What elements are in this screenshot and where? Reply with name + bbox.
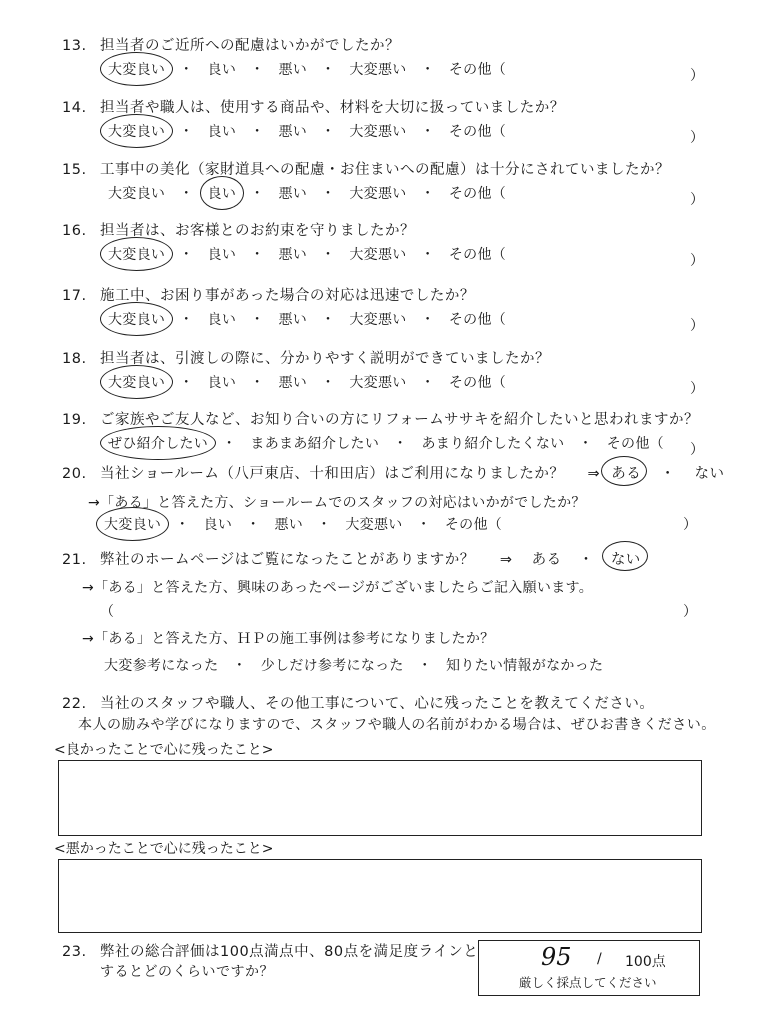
option-yes[interactable]: ある (611, 462, 641, 483)
question-text: 当社のスタッフや職人、その他工事について、心に残ったことを教えてください。 (100, 696, 655, 712)
separator: ・ (232, 658, 247, 674)
score-max: 100点 (625, 954, 666, 970)
option[interactable] (349, 59, 406, 79)
q20-subquestion: →「ある」と答えた方、ショールームでのスタッフの対応はいかがでしたか？ (88, 495, 586, 511)
question-number: 20. (62, 466, 87, 482)
close-paren: ） (690, 318, 704, 334)
separator: ・ (250, 62, 265, 78)
separator: ・ (321, 247, 336, 263)
option-label: 大変悪い (349, 186, 407, 202)
separator: ・ (420, 375, 435, 391)
score-note: 厳しく採点してください (519, 975, 657, 990)
option[interactable] (278, 309, 307, 329)
option-label: 悪い (278, 312, 308, 328)
separator: ・ (179, 312, 194, 328)
question-text: 担当者のご近所への配慮はいかがでしたか？ (100, 38, 400, 54)
question-14-options (108, 121, 506, 141)
question-18-options (108, 372, 506, 392)
option-label: 良い (207, 247, 237, 263)
separator: ・ (420, 186, 435, 202)
option[interactable] (108, 244, 165, 264)
question-number: 13. (62, 38, 87, 54)
option-label: その他（ (448, 375, 507, 391)
close-paren: ） (690, 381, 704, 397)
option-label: 良い (207, 124, 237, 140)
score-slash: / (597, 951, 602, 967)
question-16 (62, 219, 415, 240)
option-label: 大変良い (108, 312, 166, 328)
question-19 (62, 408, 699, 429)
question-13-options (108, 59, 506, 79)
option-label: あまり紹介したくない (421, 436, 565, 452)
good-label: <良かったことで心に残ったこと> (54, 742, 274, 758)
option-label: その他（ (448, 124, 507, 140)
option-label: その他（ (444, 517, 503, 533)
option[interactable] (108, 372, 165, 392)
question-text: 施工中、お困り事があった場合の対応は迅速でしたか？ (100, 288, 475, 304)
option-label: 悪い (278, 247, 308, 263)
separator: ・ (250, 312, 265, 328)
option-label: その他（ (448, 62, 507, 78)
option-label: 良い (207, 375, 237, 391)
separator: ・ (420, 124, 435, 140)
option-label: 良い (207, 186, 237, 202)
separator: ・ (179, 186, 194, 202)
option-label: 悪い (278, 186, 308, 202)
option-label: 大変悪い (349, 247, 407, 263)
option-label: 悪い (278, 62, 308, 78)
option[interactable] (208, 309, 237, 329)
option-label: 良い (203, 517, 233, 533)
option-label: 大変悪い (349, 375, 407, 391)
option[interactable] (108, 59, 165, 79)
option-label: 大変悪い (349, 62, 407, 78)
option[interactable] (449, 244, 506, 264)
question-number: 16. (62, 223, 87, 239)
question-number: 21. (62, 552, 87, 568)
close-paren: ） (690, 130, 704, 146)
separator: ・ (179, 247, 194, 263)
option-label: その他（ (606, 436, 664, 452)
option-label: その他（ (448, 312, 507, 328)
option-yes[interactable]: ある (531, 552, 562, 568)
option-label: その他（ (448, 247, 507, 263)
separator: ・ (246, 517, 261, 533)
separator: ・ (250, 186, 265, 202)
question-text: 工事中の美化（家財道具への配慮・お住まいへの配慮）は十分にされていましたか？ (100, 162, 670, 178)
option-label: まあまあ紹介したい (250, 436, 380, 452)
question-22-line2: 本人の励みや学びになりますので、スタッフや職人の名前がわかる場合は、ぜひお書きください。 (78, 717, 716, 733)
option[interactable] (345, 514, 402, 534)
option[interactable] (104, 655, 218, 675)
option-label: 大変良い (108, 247, 166, 263)
option[interactable] (108, 433, 208, 453)
option-label: 大変悪い (349, 312, 407, 328)
separator: ・ (420, 62, 435, 78)
option[interactable] (208, 121, 237, 141)
option[interactable] (449, 372, 506, 392)
question-text: 当社ショールーム（八戸東店、十和田店）はご利用になりましたか？ (100, 466, 565, 482)
q21-subquestion-2: →「ある」と答えた方、ＨＰの施工事例は参考になりましたか？ (82, 631, 495, 647)
separator: ・ (420, 247, 435, 263)
separator: ・ (321, 186, 336, 202)
option[interactable] (349, 244, 406, 264)
separator: ・ (250, 247, 265, 263)
option[interactable] (449, 183, 506, 203)
option[interactable] (108, 309, 165, 329)
option-label: 大変良い (108, 375, 166, 391)
option[interactable] (349, 309, 406, 329)
separator: ・ (179, 375, 194, 391)
separator: ・ (578, 436, 593, 452)
question-text: 担当者は、引渡しの際に、分かりやすく説明ができていましたか？ (100, 351, 550, 367)
close-paren: ） (690, 253, 704, 269)
option-label: 良い (207, 312, 237, 328)
option-no[interactable]: ない (611, 548, 641, 569)
question-15 (62, 158, 670, 179)
question-15-options (108, 183, 506, 203)
question-number: 17. (62, 288, 87, 304)
question-number: 23. (62, 944, 87, 960)
separator: ・ (179, 124, 194, 140)
option-label: ぜひ紹介したい (108, 436, 209, 452)
question-number: 15. (62, 162, 87, 178)
question-20 (62, 462, 725, 483)
option[interactable] (449, 309, 506, 329)
question-text: 担当者や職人は、使用する商品や、材料を大切に扱っていましたか？ (100, 100, 565, 116)
option[interactable] (208, 244, 237, 264)
separator: ・ (321, 124, 336, 140)
separator: ・ (578, 552, 594, 568)
question-17-options (108, 309, 506, 329)
separator: ・ (250, 124, 265, 140)
question-number: 22. (62, 696, 87, 712)
close-paren: ） (690, 442, 704, 458)
option[interactable] (446, 655, 603, 675)
separator: ・ (321, 62, 336, 78)
question-23-line2: するとどのくらいですか？ (100, 964, 274, 980)
option-label: 少しだけ参考になった (260, 658, 404, 674)
option-no[interactable]: ない (694, 466, 725, 482)
option[interactable] (204, 514, 233, 534)
option[interactable] (449, 121, 506, 141)
option[interactable] (261, 655, 404, 675)
option[interactable] (250, 433, 379, 453)
question-number: 18. (62, 351, 87, 367)
option[interactable] (449, 59, 506, 79)
option-label: 大変悪い (349, 124, 407, 140)
separator: ・ (250, 375, 265, 391)
option[interactable] (208, 59, 237, 79)
option[interactable] (349, 183, 406, 203)
option[interactable] (445, 514, 502, 534)
question-18 (62, 347, 550, 368)
separator: ・ (222, 436, 237, 452)
option[interactable] (108, 183, 165, 203)
option-label: 悪い (278, 375, 308, 391)
question-text: 弊社の総合評価は100点満点中、80点を満足度ラインと (100, 944, 479, 960)
separator: ・ (321, 312, 336, 328)
option-label: 大変良い (108, 62, 166, 78)
separator: ・ (393, 436, 408, 452)
q21-subquestion-1: →「ある」と答えた方、興味のあったページがございましたらご記入願います。 (82, 580, 593, 596)
separator: ・ (417, 658, 433, 674)
option[interactable] (278, 183, 307, 203)
question-22 (62, 692, 654, 713)
question-23 (62, 940, 478, 961)
close-paren: ） (683, 604, 697, 620)
option[interactable] (349, 372, 406, 392)
close-paren: ） (690, 192, 704, 208)
arrow: ⇒ (587, 466, 601, 482)
arrow: ⇒ (499, 552, 513, 568)
separator: ・ (420, 312, 435, 328)
option[interactable] (421, 433, 564, 453)
q20-options (104, 514, 502, 534)
option[interactable] (208, 372, 237, 392)
open-paren: （ (100, 604, 114, 620)
question-19-options (108, 433, 664, 453)
score-value: 95 (541, 943, 572, 971)
option-label: 大変良い (108, 124, 166, 140)
question-text: 担当者は、お客様とのお約束を守りましたか？ (100, 223, 415, 239)
separator: ・ (179, 62, 194, 78)
close-paren: ） (690, 68, 704, 84)
option-label: 良い (207, 62, 237, 78)
option-label: 大変参考になった (104, 658, 219, 674)
q21-options (104, 655, 603, 675)
option[interactable] (607, 433, 664, 453)
bad-comment-box[interactable] (58, 859, 702, 933)
option[interactable] (349, 121, 406, 141)
question-17 (62, 284, 475, 305)
option[interactable] (108, 121, 165, 141)
option[interactable] (278, 121, 307, 141)
option-label: 大変良い (108, 186, 166, 202)
question-21 (62, 548, 641, 569)
option[interactable] (278, 372, 307, 392)
option-label: 知りたい情報がなかった (446, 658, 604, 674)
option[interactable] (104, 514, 161, 534)
question-number: 14. (62, 100, 87, 116)
close-paren: ） (683, 517, 697, 533)
good-comment-box[interactable] (58, 760, 702, 836)
option[interactable] (278, 244, 307, 264)
option-label: 悪い (278, 124, 308, 140)
separator: ・ (416, 517, 431, 533)
separator: ・ (317, 517, 332, 533)
score-box[interactable] (478, 940, 700, 996)
option-label: 悪い (274, 517, 304, 533)
separator: ・ (660, 466, 676, 482)
question-number: 19. (62, 412, 87, 428)
question-text: ご家族やご友人など、お知り合いの方にリフォームササキを紹介したいと思われますか？ (100, 412, 699, 428)
question-14 (62, 96, 565, 117)
bad-label: <悪かったことで心に残ったこと> (54, 841, 274, 857)
question-13 (62, 34, 400, 55)
option[interactable] (208, 183, 237, 203)
separator: ・ (175, 517, 190, 533)
option-label: その他（ (448, 186, 507, 202)
separator: ・ (321, 375, 336, 391)
question-16-options (108, 244, 506, 264)
option[interactable] (278, 59, 307, 79)
option-label: 大変良い (104, 517, 162, 533)
option[interactable] (274, 514, 303, 534)
question-text: 弊社のホームページはご覧になったことがありますか？ (100, 552, 475, 568)
option-label: 大変悪い (345, 517, 403, 533)
